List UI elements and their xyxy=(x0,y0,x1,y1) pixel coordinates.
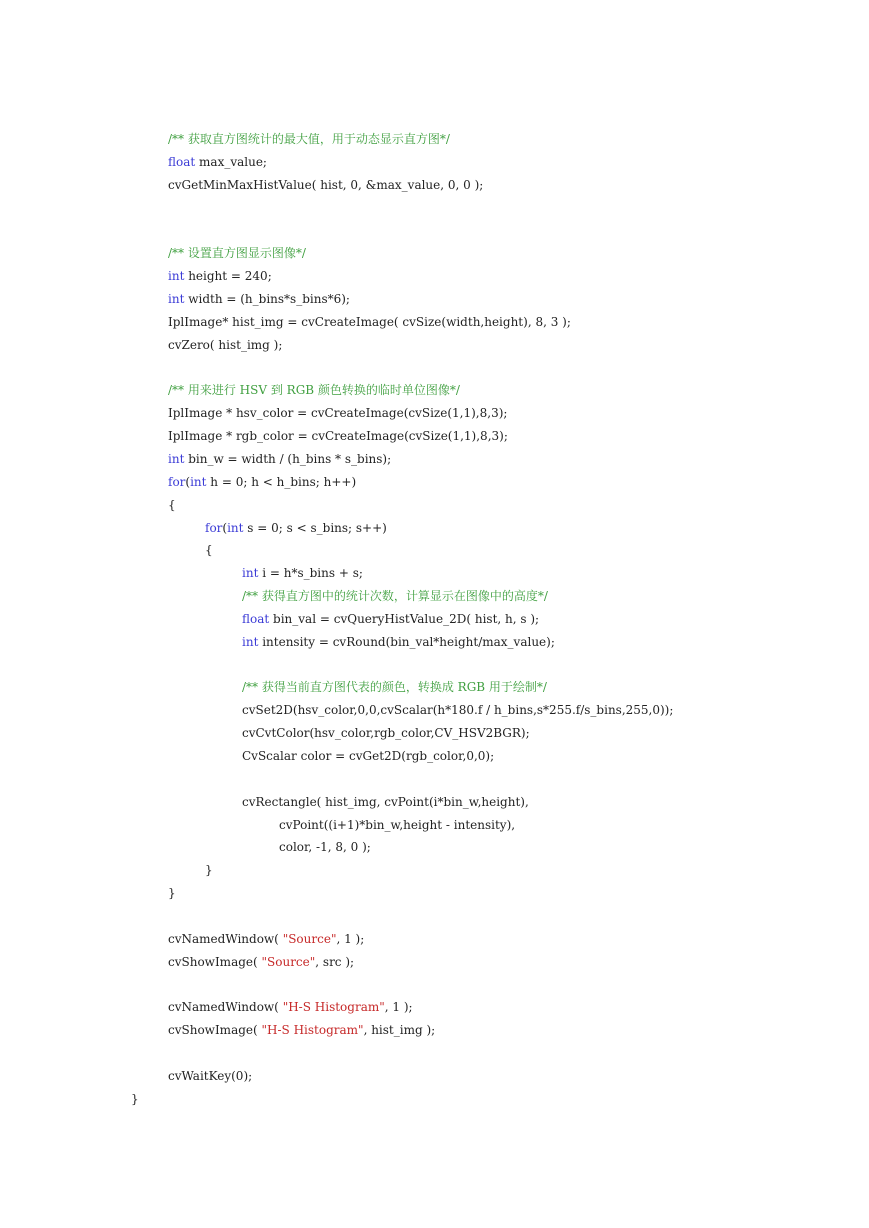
code-token-string: "Source" xyxy=(261,954,316,969)
code-token-keyword: int xyxy=(168,269,185,284)
code-token-plain: h = 0; h < h_bins; h++) xyxy=(206,474,357,489)
code-line xyxy=(242,588,548,604)
code-token-plain: cvShowImage( xyxy=(168,954,262,969)
code-token-string: "Source" xyxy=(282,931,337,946)
code-token-plain: bin_val = cvQueryHistValue_2D( hist, h, s ); xyxy=(269,611,540,626)
code-token-keyword: for xyxy=(168,474,186,489)
code-token-plain: , src ); xyxy=(315,954,355,969)
code-token-plain: cvRectangle( hist_img, cvPoint(i*bin_w,height), xyxy=(242,794,529,809)
code-token-plain: bin_w = width / (h_bins * s_bins); xyxy=(184,451,392,466)
code-token-plain: max_value; xyxy=(195,154,267,169)
code-token-keyword: for xyxy=(205,520,223,535)
code-line xyxy=(168,177,483,193)
code-token-plain: intensity = cvRound(bin_val*height/max_value); xyxy=(258,634,555,649)
code-line xyxy=(242,702,673,718)
code-line xyxy=(168,931,364,947)
code-token-plain: } xyxy=(131,1091,139,1106)
code-token-keyword: int xyxy=(242,566,259,581)
code-line xyxy=(279,839,371,855)
code-line xyxy=(242,565,363,581)
code-token-comment: /** 获得直方图中的统计次数，计算显示在图像中的高度*/ xyxy=(242,589,548,603)
code-line xyxy=(168,497,176,513)
code-line xyxy=(242,794,529,810)
code-token-plain: cvZero( hist_img ); xyxy=(168,337,283,352)
code-token-plain: s = 0; s < s_bins; s++) xyxy=(243,520,387,535)
code-token-keyword: int xyxy=(242,634,259,649)
code-token-keyword: float xyxy=(168,154,196,169)
code-line xyxy=(168,1022,435,1038)
code-token-plain: , hist_img ); xyxy=(363,1023,436,1038)
code-line xyxy=(242,679,547,695)
code-token-plain: } xyxy=(168,886,176,901)
code-token-plain: cvGetMinMaxHistValue( hist, 0, &max_value, 0, 0 ); xyxy=(168,177,484,192)
code-token-plain: IplImage * rgb_color = cvCreateImage(cvSize(1,1),8,3); xyxy=(168,429,508,444)
code-token-comment: /** 设置直方图显示图像*/ xyxy=(168,246,306,261)
code-line xyxy=(168,245,306,261)
code-line xyxy=(242,611,539,627)
code-token-keyword: float xyxy=(242,611,270,626)
code-token-plain: ( xyxy=(222,520,228,535)
code-line xyxy=(168,154,267,170)
code-line xyxy=(205,520,387,536)
code-token-keyword: int xyxy=(168,292,185,306)
code-token-keyword: int xyxy=(227,520,244,535)
code-line xyxy=(168,1068,252,1084)
code-line xyxy=(168,268,272,284)
code-token-plain: } xyxy=(205,863,213,878)
code-token-plain: height = 240; xyxy=(184,269,272,284)
code-line xyxy=(168,405,507,421)
code-line xyxy=(205,862,213,878)
code-line xyxy=(205,542,213,558)
code-line xyxy=(168,999,413,1015)
code-token-string: "H-S Histogram" xyxy=(261,1023,364,1038)
code-token-keyword: int xyxy=(190,474,207,489)
code-line xyxy=(242,725,530,741)
code-token-comment: /** 获得当前直方图代表的颜色，转换成 RGB 用于绘制*/ xyxy=(242,680,547,695)
code-token-plain: cvSet2D(hsv_color,0,0,cvScalar(h*180.f / h_bins,s*255.f/s_bins,255,0)); xyxy=(242,703,674,718)
code-line xyxy=(279,817,515,833)
code-line xyxy=(168,428,508,444)
code-token-plain: , 1 ); xyxy=(384,1000,413,1015)
code-token-plain: { xyxy=(168,497,176,512)
code-line xyxy=(168,451,391,467)
code-token-comment: /** 用来进行 HSV 到 RGB 颜色转换的临时单位图像*/ xyxy=(168,383,460,398)
code-token-keyword: int xyxy=(168,451,185,466)
code-line xyxy=(168,382,460,398)
code-token-plain: width = (h_bins*s_bins*6); xyxy=(184,292,350,306)
code-line xyxy=(242,634,555,650)
code-token-plain: i = h*s_bins + s; xyxy=(258,566,363,581)
code-token-plain: cvPoint((i+1)*bin_w,height - intensity), xyxy=(279,817,516,832)
code-token-plain: cvCvtColor(hsv_color,rgb_color,CV_HSV2BGR); xyxy=(242,726,530,741)
code-line xyxy=(168,474,356,490)
code-token-plain: { xyxy=(205,543,213,558)
code-line xyxy=(168,291,350,307)
code-token-plain: cvNamedWindow( xyxy=(168,931,283,946)
code-line xyxy=(168,885,176,901)
code-token-plain: CvScalar color = cvGet2D(rgb_color,0,0); xyxy=(242,749,495,763)
code-line xyxy=(168,314,571,330)
code-token-plain: color, -1, 8, 0 ); xyxy=(279,840,371,855)
code-token-plain: cvWaitKey(0); xyxy=(168,1068,253,1083)
code-token-comment: /** 获取直方图统计的最大值，用于动态显示直方图*/ xyxy=(168,132,450,146)
code-token-plain: IplImage* hist_img = cvCreateImage( cvSize(width,height), 8, 3 ); xyxy=(168,314,571,329)
code-token-plain: cvShowImage( xyxy=(168,1023,262,1038)
code-line xyxy=(131,1091,139,1107)
code-line xyxy=(168,131,450,147)
code-line xyxy=(168,954,354,970)
code-line xyxy=(242,748,494,764)
code-line xyxy=(168,337,282,353)
code-token-string: "H-S Histogram" xyxy=(282,1000,385,1015)
code-token-plain: ( xyxy=(185,474,191,489)
code-token-plain: IplImage * hsv_color = cvCreateImage(cvSize(1,1),8,3); xyxy=(168,406,508,421)
code-token-plain: , 1 ); xyxy=(336,931,365,946)
code-token-plain: cvNamedWindow( xyxy=(168,1000,283,1015)
